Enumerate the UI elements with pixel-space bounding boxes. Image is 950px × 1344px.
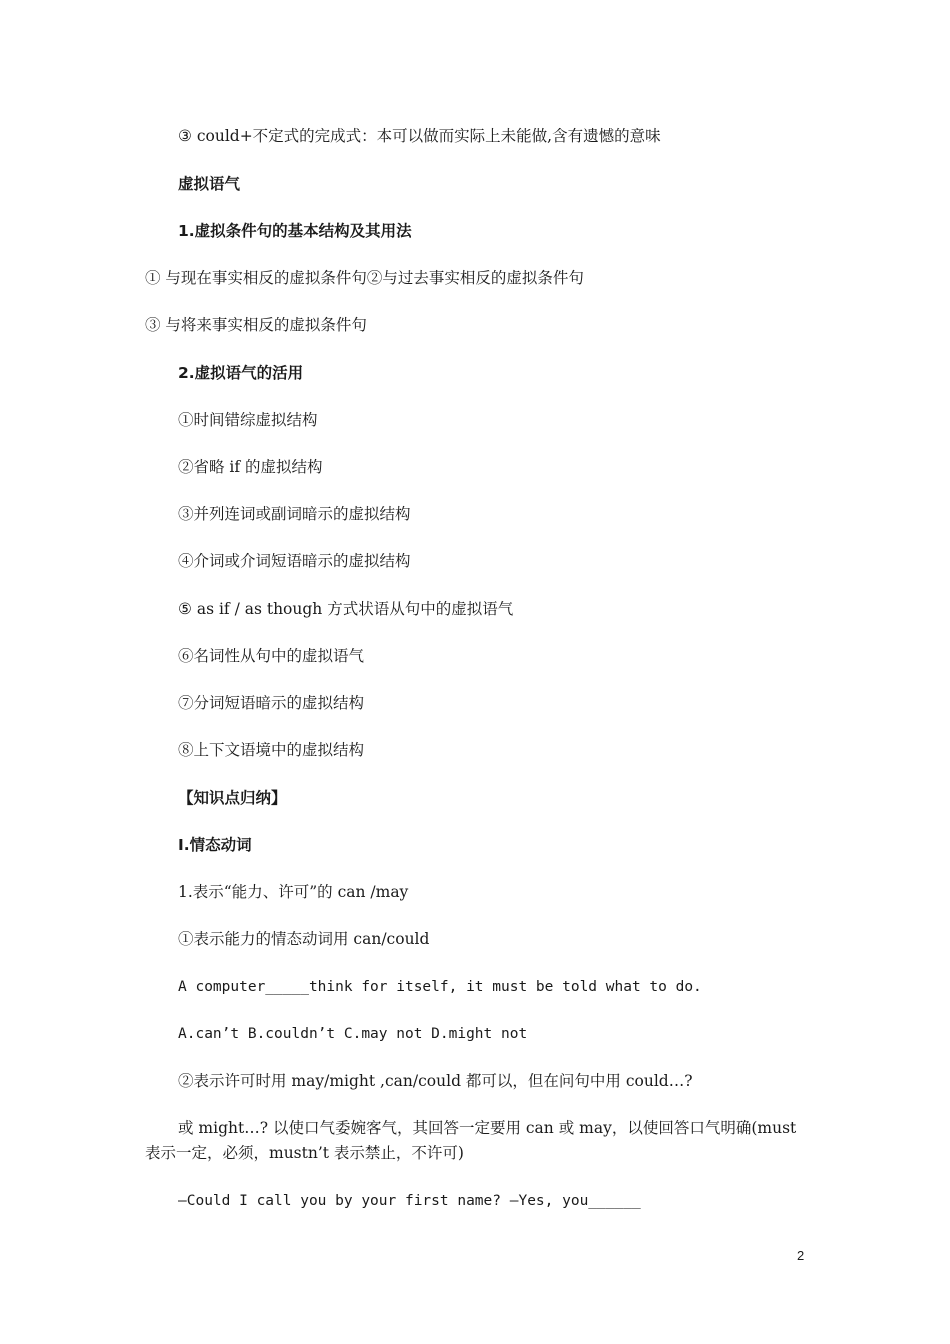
text-line-permission: ②表示许可时用 may/might ,can/could 都可以，但在问句中用 could…? — [178, 1072, 693, 1090]
heading-conditional-structure: 1.虚拟条件句的基本结构及其用法 — [178, 222, 412, 240]
list-item-omit-if: ②省略 if 的虚拟结构 — [178, 458, 323, 476]
text-line-future-conditional: ③ 与将来事实相反的虚拟条件句 — [145, 316, 367, 334]
text-line-could-perfect: ③ could+不定式的完成式：本可以做而实际上未能做,含有遗憾的意味 — [178, 127, 661, 145]
text-line-present-past-conditional: ① 与现在事实相反的虚拟条件句②与过去事实相反的虚拟条件句 — [145, 269, 584, 287]
list-item-as-if: ⑤ as if / as though 方式状语从句中的虚拟语气 — [178, 600, 514, 618]
heading-subjunctive: 虚拟语气 — [178, 175, 241, 193]
text-line-can-may: 1.表示“能力、许可”的 can /may — [178, 883, 409, 901]
list-item-noun-clause: ⑥名词性从句中的虚拟语气 — [178, 647, 365, 665]
paragraph-might-explanation: 或 might…? 以使口气委婉客气，其回答一定要用 can 或 may，以使回答口气明确(must 表示一定，必须，mustn’t 表示禁止，不许可) — [145, 1119, 797, 1162]
list-item-conjunction: ③并列连词或副词暗示的虚拟结构 — [178, 505, 411, 523]
page-number: 2 — [797, 1248, 805, 1263]
heading-modal-verbs: I.情态动词 — [178, 836, 252, 854]
list-item-mixed-time: ①时间错综虚拟结构 — [178, 411, 318, 429]
example-options: A.can’t B.couldn’t C.may not D.might not — [178, 1026, 528, 1042]
example-sentence-computer: A computer_____think for itself, it must be told what to do. — [178, 979, 702, 995]
text-line-ability: ①表示能力的情态动词用 can/could — [178, 930, 430, 948]
list-item-context: ⑧上下文语境中的虚拟结构 — [178, 741, 365, 759]
list-item-participle: ⑦分词短语暗示的虚拟结构 — [178, 694, 365, 712]
example-sentence-first-name: —Could I call you by your first name? —Yes, you______ — [178, 1193, 641, 1209]
heading-knowledge-summary: 【知识点归纳】 — [178, 789, 287, 807]
list-item-preposition: ④介词或介词短语暗示的虚拟结构 — [178, 552, 411, 570]
heading-subjunctive-usage: 2.虚拟语气的活用 — [178, 364, 304, 382]
